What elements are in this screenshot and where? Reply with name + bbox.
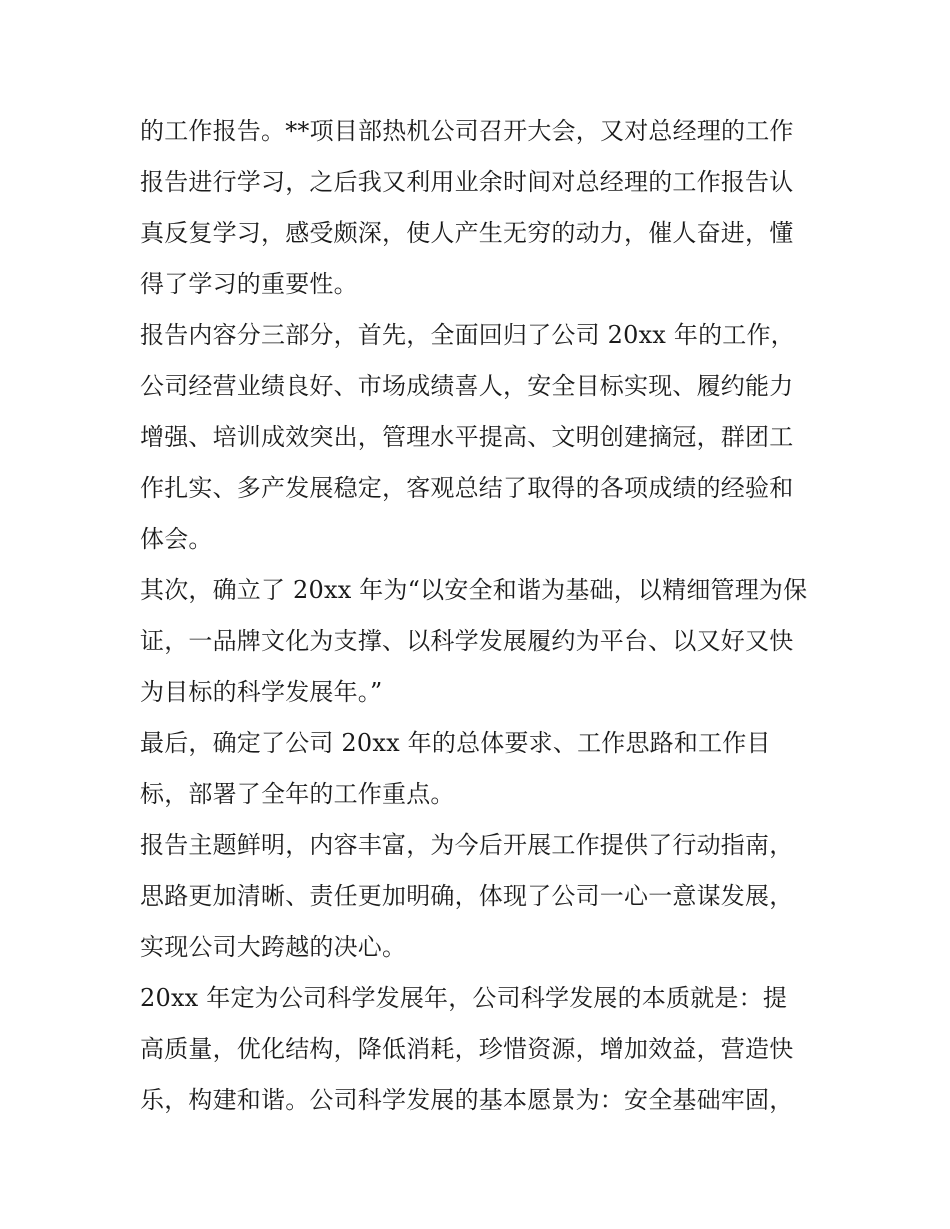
text-line: 增强、培训成效突出，管理水平提高、文明创建摘冠，群团工 <box>140 423 794 451</box>
text-line: 报告进行学习，之后我又利用业余时间对总经理的工作报告认 <box>140 168 794 196</box>
text-line: 真反复学习，感受颇深，使人产生无穷的动力，催人奋进，懂 <box>140 219 794 247</box>
text-line: 的工作报告。**项目部热机公司召开大会，又对总经理的工作 <box>140 117 794 145</box>
text-line: 作扎实、多产发展稳定，客观总结了取得的各项成绩的经验和 <box>140 474 794 502</box>
text-line: 乐，构建和谐。公司科学发展的基本愿景为：安全基础牢固， <box>140 1086 794 1114</box>
text-line: 20xx 年定为公司科学发展年，公司科学发展的本质就是：提 <box>140 984 788 1012</box>
text-line: 实现公司大跨越的决心。 <box>140 933 407 961</box>
document-body <box>140 106 830 1126</box>
text-line: 其次，确立了 20xx 年为“以安全和谐为基础，以精细管理为保 <box>140 576 808 604</box>
text-line: 最后，确定了公司 20xx 年的总体要求、工作思路和工作目 <box>140 729 771 757</box>
text-line: 证，一品牌文化为支撑、以科学发展履约为平台、以又好又快 <box>140 627 794 655</box>
text-line: 标，部署了全年的工作重点。 <box>140 780 455 808</box>
text-line: 公司经营业绩良好、市场成绩喜人，安全目标实现、履约能力 <box>140 372 794 400</box>
text-line: 得了学习的重要性。 <box>140 270 358 298</box>
text-line: 高质量，优化结构，降低消耗，珍惜资源，增加效益，营造快 <box>140 1035 794 1063</box>
text-line: 思路更加清晰、责任更加明确，体现了公司一心一意谋发展， <box>140 882 794 910</box>
text-line: 体会。 <box>140 525 213 553</box>
text-line: 报告主题鲜明，内容丰富，为今后开展工作提供了行动指南， <box>140 831 794 859</box>
text-line: 为目标的科学发展年。” <box>140 678 383 706</box>
text-line: 报告内容分三部分，首先，全面回归了公司 20xx 年的工作， <box>140 321 795 349</box>
